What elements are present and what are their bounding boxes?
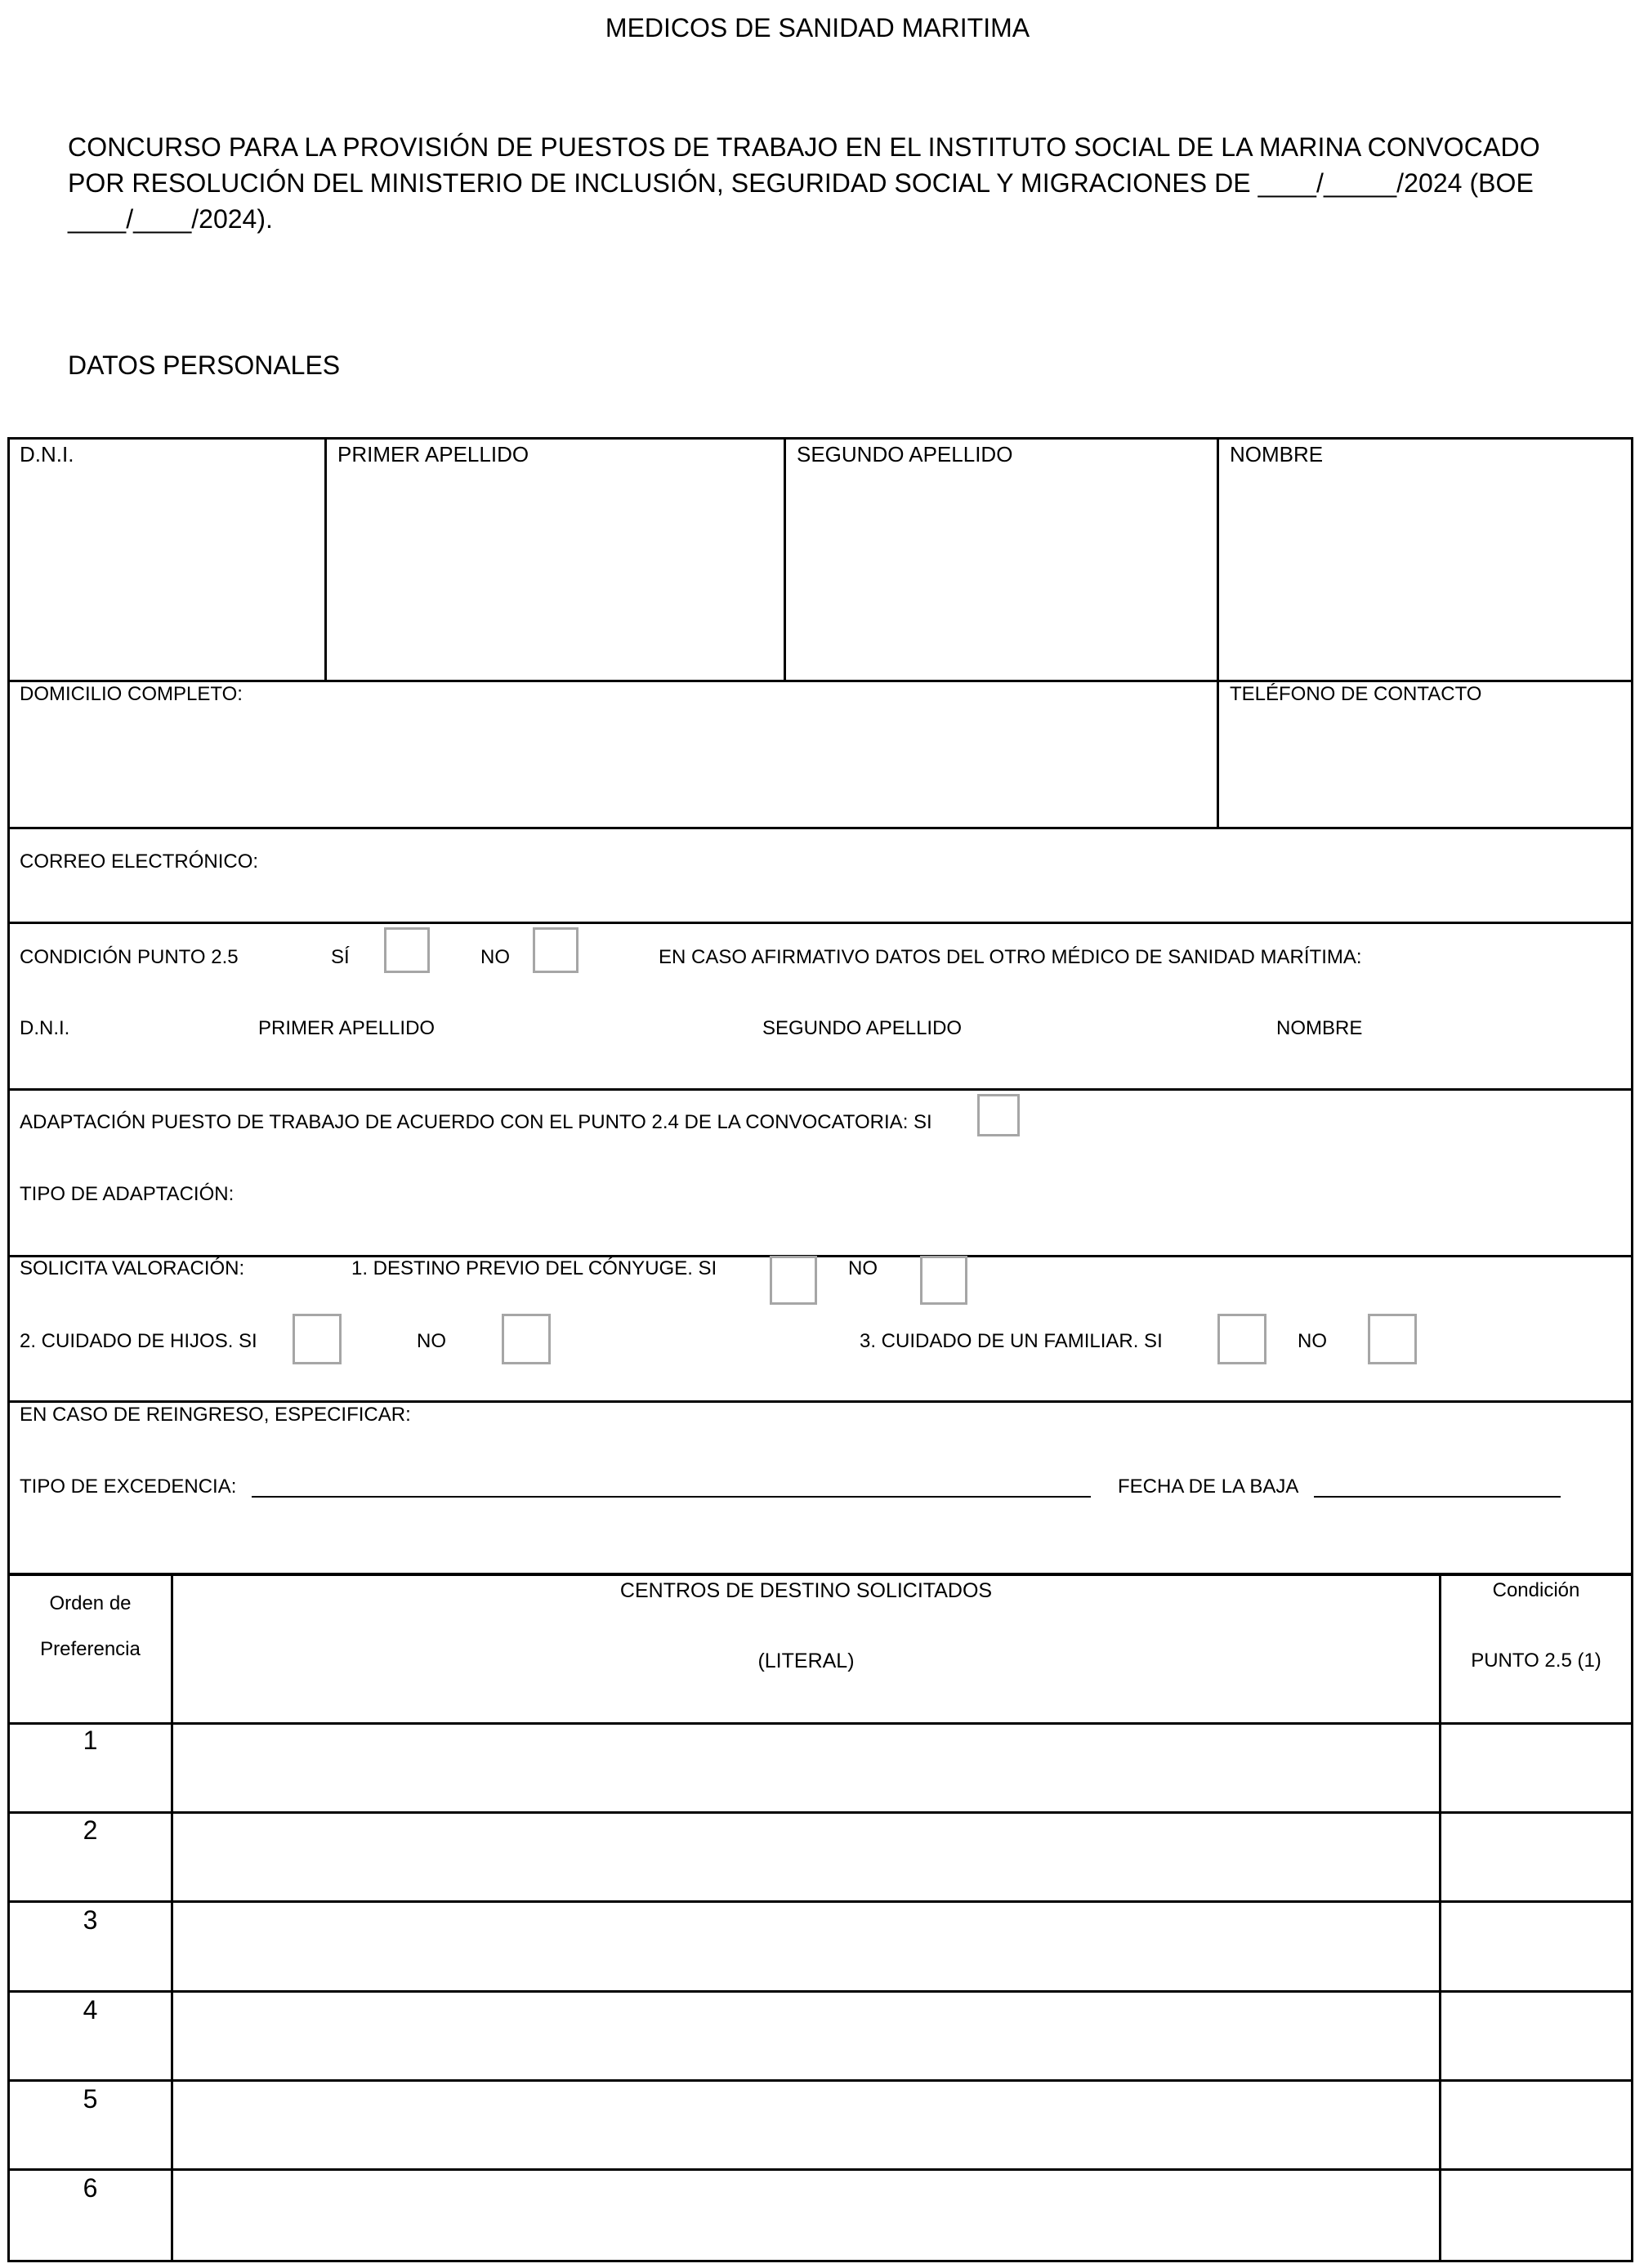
tipo-adaptacion-field[interactable]: [245, 1160, 1631, 1250]
row-number: 6: [83, 2173, 98, 2203]
otro-primer-apellido-label: PRIMER APELLIDO: [258, 1017, 436, 1039]
domicilio-label: DOMICILIO COMPLETO:: [20, 683, 243, 705]
tipo-excedencia-line[interactable]: [252, 1496, 1091, 1498]
condicion-cell[interactable]: [1441, 2082, 1631, 2168]
condicion-cell[interactable]: [1441, 1993, 1631, 2079]
fecha-baja-label: FECHA DE LA BAJA: [1118, 1476, 1299, 1498]
centros-header-line1: CENTROS DE DESTINO SOLICITADOS: [619, 1579, 993, 1602]
dni-field[interactable]: [10, 470, 324, 680]
cuidado-hijos-label: 2. CUIDADO DE HIJOS. SI: [20, 1330, 257, 1352]
condicion-cell[interactable]: [1441, 1814, 1631, 1900]
orden-header-line1: Orden de: [49, 1592, 132, 1614]
condicion-si-checkbox[interactable]: [384, 927, 430, 973]
telefono-field[interactable]: [1219, 708, 1631, 827]
condicion-cell[interactable]: [1441, 2171, 1631, 2260]
segundo-apellido-label: SEGUNDO APELLIDO: [797, 442, 1013, 467]
document-title: MEDICOS DE SANIDAD MARITIMA: [605, 13, 1030, 42]
correo-label: CORREO ELECTRÓNICO:: [20, 850, 259, 873]
condicion-no-label: NO: [480, 946, 510, 968]
centro-cell[interactable]: [173, 1814, 1439, 1900]
condicion-no-checkbox[interactable]: [533, 927, 579, 973]
otro-segundo-apellido-label: SEGUNDO APELLIDO: [762, 1017, 963, 1039]
nombre-label: NOMBRE: [1230, 442, 1324, 467]
row-number: 1: [83, 1726, 98, 1755]
conyuge-no-label: NO: [848, 1257, 878, 1279]
intro-paragraph: [68, 129, 1571, 237]
centro-cell[interactable]: [173, 2171, 1439, 2260]
intro-line-3: ____/____/2024).: [68, 204, 273, 234]
familiar-si-checkbox[interactable]: [1217, 1314, 1266, 1364]
hijos-no-label: NO: [417, 1330, 446, 1352]
centro-cell[interactable]: [173, 1725, 1439, 1811]
centro-cell[interactable]: [173, 2082, 1439, 2168]
row-number: 2: [83, 1815, 98, 1845]
hijos-no-checkbox[interactable]: [502, 1314, 551, 1364]
destino-conyuge-label: 1. DESTINO PREVIO DEL CÓNYUGE. SI: [351, 1257, 717, 1279]
domicilio-field[interactable]: [10, 708, 1217, 827]
cuidado-familiar-label: 3. CUIDADO DE UN FAMILIAR. SI: [860, 1330, 1163, 1352]
centro-cell[interactable]: [173, 1903, 1439, 1990]
otro-dni-label: D.N.I.: [20, 1017, 70, 1039]
intro-line-2: POR RESOLUCIÓN DEL MINISTERIO DE INCLUSIÓN, SEGURIDAD SOCIAL Y MIGRACIONES DE ____/_____/2024 (BOE: [68, 168, 1534, 198]
row-number: 3: [83, 1905, 98, 1935]
condicion-si-label: SÍ: [331, 946, 350, 968]
familiar-no-checkbox[interactable]: [1368, 1314, 1417, 1364]
fecha-baja-line[interactable]: [1314, 1496, 1561, 1498]
reingreso-label: EN CASO DE REINGRESO, ESPECIFICAR:: [20, 1404, 411, 1426]
intro-line-1: CONCURSO PARA LA PROVISIÓN DE PUESTOS DE TRABAJO EN EL INSTITUTO SOCIAL DE LA MARINA CONVOCADO: [68, 132, 1540, 162]
valoracion-label: SOLICITA VALORACIÓN:: [20, 1257, 245, 1279]
condicion-cell[interactable]: [1441, 1725, 1631, 1811]
condicion-header-line1: Condición: [1492, 1579, 1580, 1601]
caso-afirmativo-text: EN CASO AFIRMATIVO DATOS DEL OTRO MÉDICO DE SANIDAD MARÍTIMA:: [659, 946, 1362, 968]
tipo-adaptacion-label: TIPO DE ADAPTACIÓN:: [20, 1183, 235, 1205]
condicion-header-line2: PUNTO 2.5 (1): [1471, 1650, 1601, 1672]
row-number: 5: [83, 2084, 98, 2114]
familiar-no-label: NO: [1298, 1330, 1327, 1352]
primer-apellido-field[interactable]: [327, 470, 784, 680]
row-number: 4: [83, 1995, 98, 2025]
segundo-apellido-field[interactable]: [786, 470, 1217, 680]
condicion-label: CONDICIÓN PUNTO 2.5: [20, 946, 239, 968]
centro-cell[interactable]: [173, 1993, 1439, 2079]
centros-header-line2: (LITERAL): [757, 1650, 855, 1672]
tipo-excedencia-label: TIPO DE EXCEDENCIA:: [20, 1476, 237, 1498]
otro-nombre-label: NOMBRE: [1276, 1017, 1363, 1039]
condicion-cell[interactable]: [1441, 1903, 1631, 1990]
adaptacion-si-checkbox[interactable]: [977, 1094, 1020, 1136]
hijos-si-checkbox[interactable]: [293, 1314, 342, 1364]
nombre-field[interactable]: [1219, 470, 1631, 680]
conyuge-no-checkbox[interactable]: [920, 1256, 967, 1305]
primer-apellido-label: PRIMER APELLIDO: [337, 442, 529, 467]
conyuge-si-checkbox[interactable]: [770, 1256, 817, 1305]
telefono-label: TELÉFONO DE CONTACTO: [1230, 683, 1482, 705]
correo-field[interactable]: [278, 829, 1631, 922]
section-heading: DATOS PERSONALES: [68, 350, 341, 380]
adaptacion-label: ADAPTACIÓN PUESTO DE TRABAJO DE ACUERDO CON EL PUNTO 2.4 DE LA CONVOCATORIA: SI: [20, 1111, 932, 1133]
orden-header-line2: Preferencia: [40, 1638, 141, 1660]
dni-label: D.N.I.: [20, 442, 74, 467]
